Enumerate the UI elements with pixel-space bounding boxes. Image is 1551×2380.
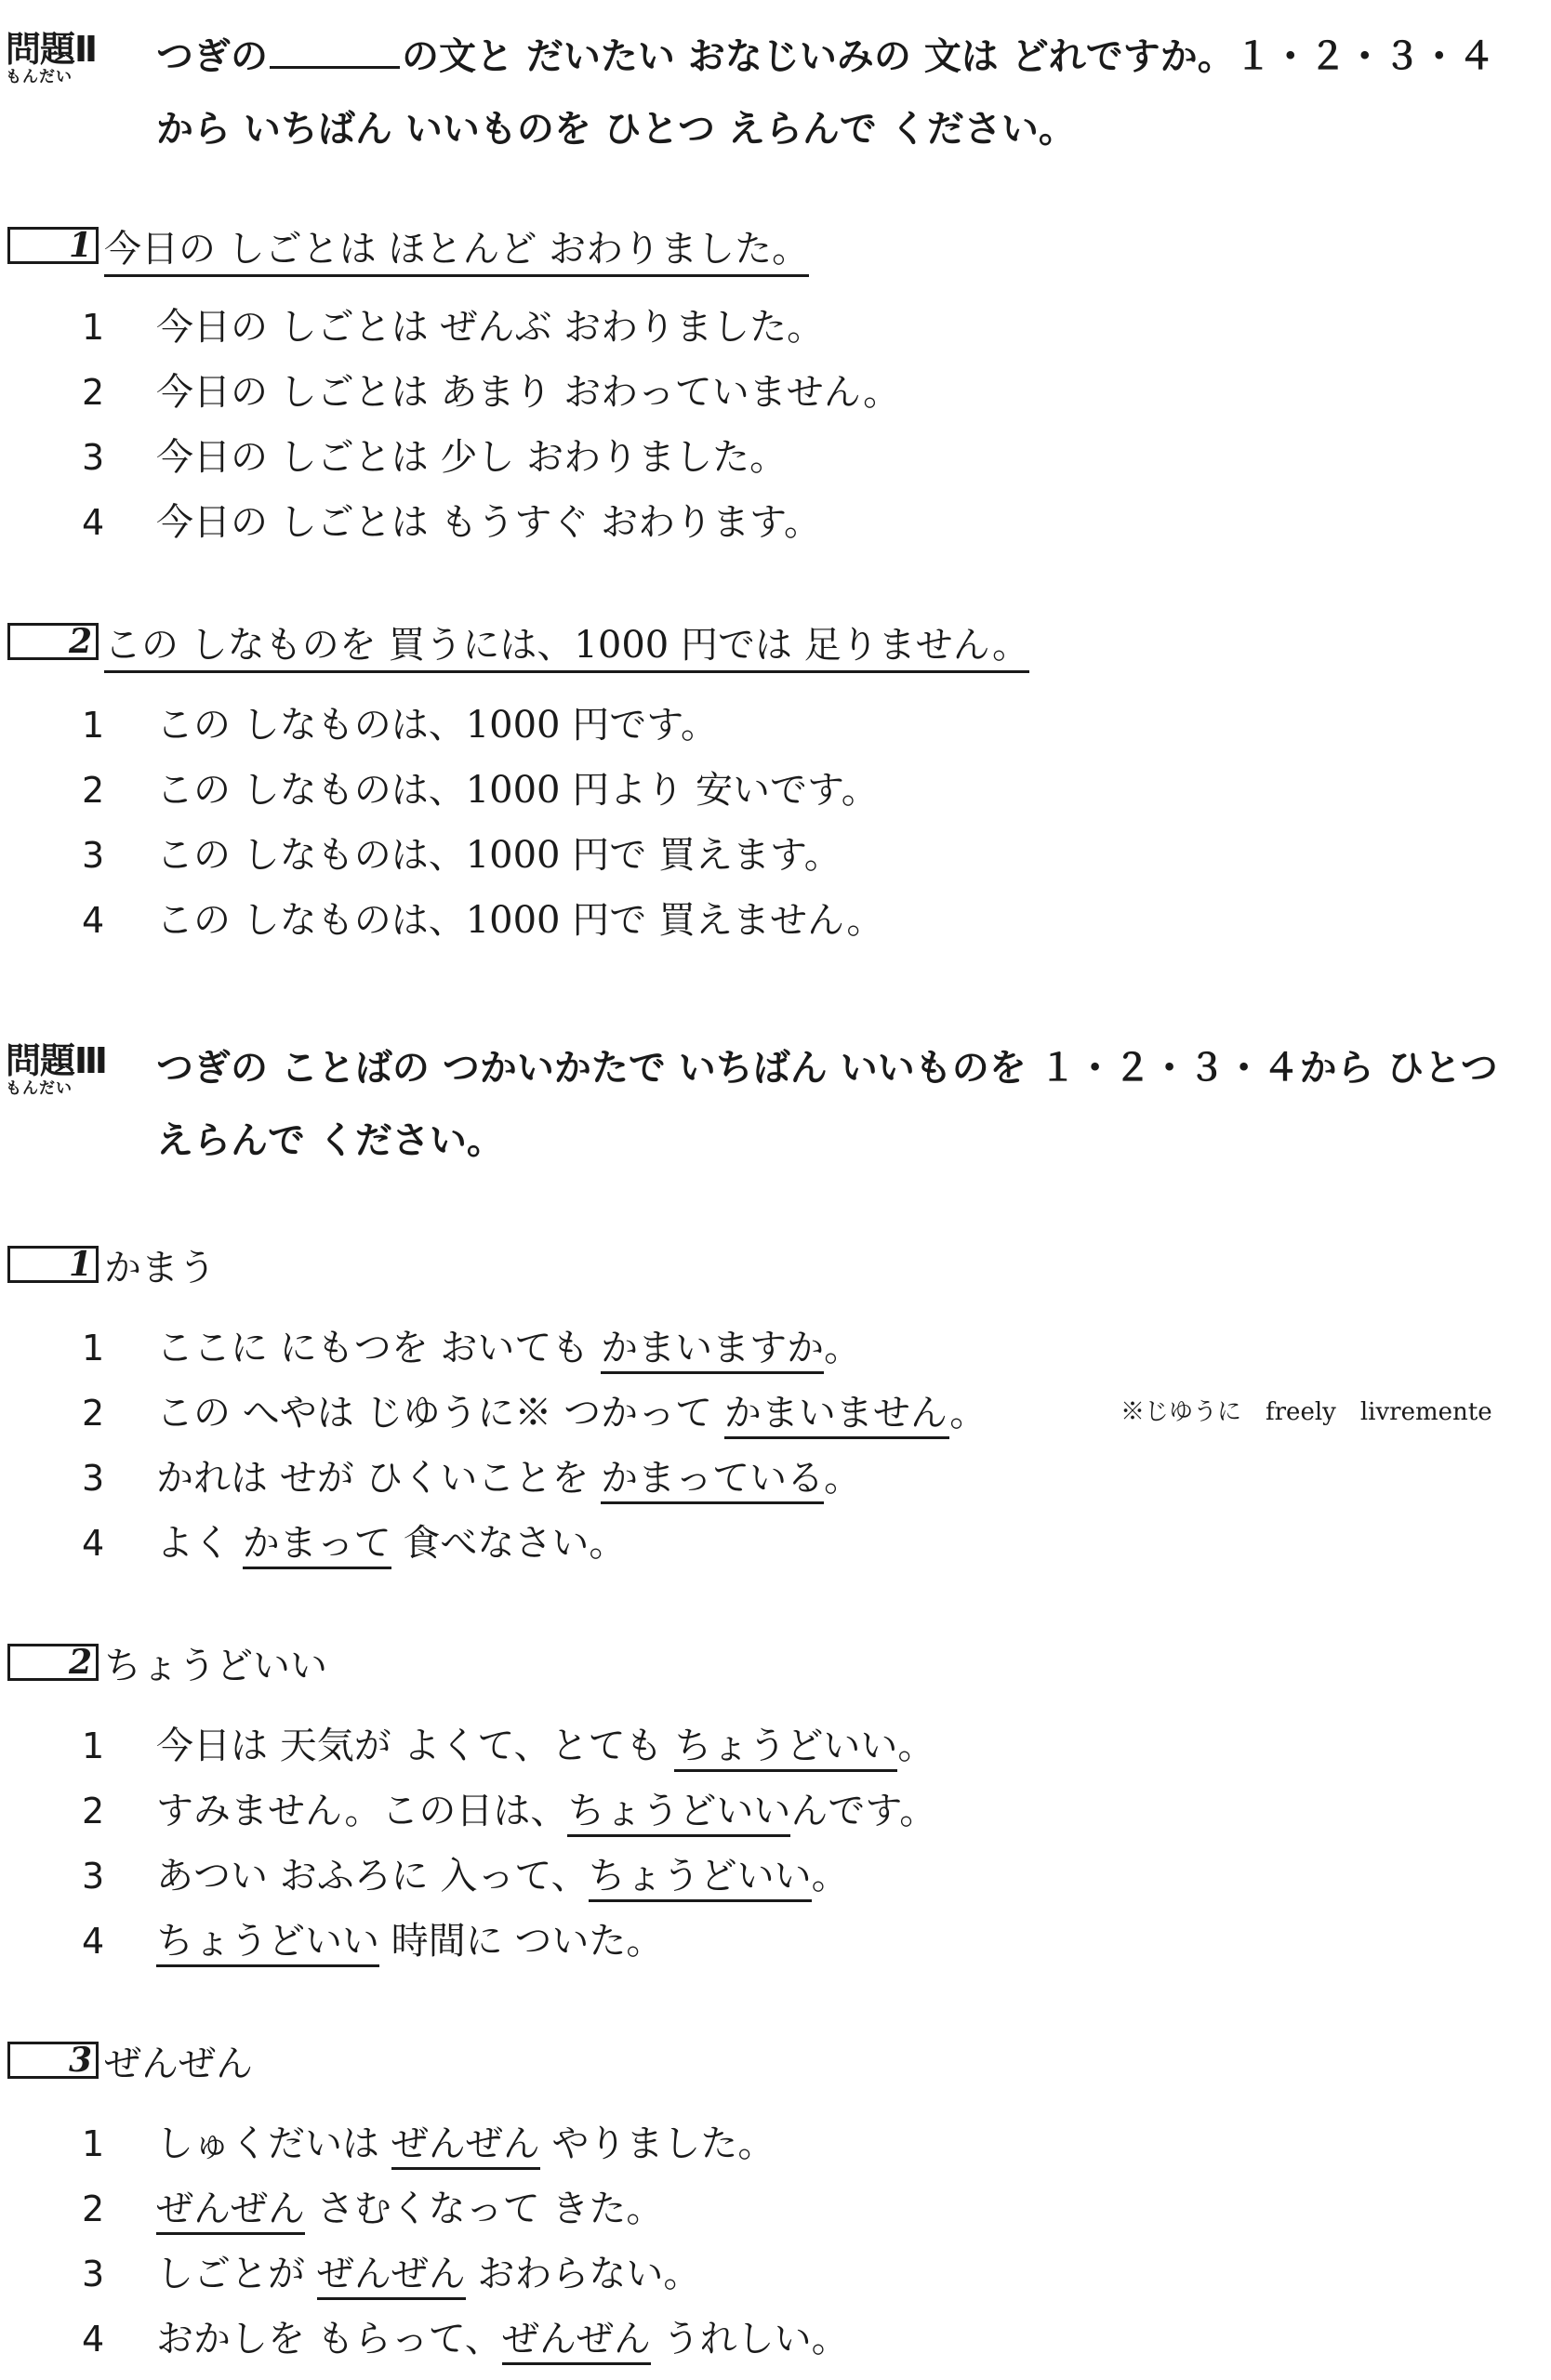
answer-option[interactable]: 1 今日は 天気が よくて、とても ちょうどいい。	[82, 1716, 935, 1769]
question-word: かまう	[104, 1247, 216, 1289]
answer-option[interactable]: 2 すみません。この日は、ちょうどいいんです。	[82, 1781, 936, 1834]
blank-line	[270, 38, 400, 69]
answer-option[interactable]: 3 この しなものは、1000 円で 買えます。	[82, 834, 842, 877]
answer-option[interactable]: 3 しごとが ぜんぜん おわらない。	[82, 2244, 700, 2297]
answer-option[interactable]: 2 この しなものは、1000 円より 安いです。	[82, 769, 879, 812]
question-word: ぜんぜん	[104, 2043, 253, 2085]
question-number-box: 2	[7, 623, 99, 660]
answer-option[interactable]: 4 今日の しごとは もうすぐ おわります。	[82, 501, 821, 544]
question-number-box: 1	[7, 1246, 99, 1283]
answer-option[interactable]: 2 今日の しごとは あまり おわっていません。	[82, 371, 901, 414]
answer-option[interactable]: 1 ここに にもつを おいても かまいますか。	[82, 1318, 861, 1371]
answer-option[interactable]: 1 今日の しごとは ぜんぶ おわりました。	[82, 306, 825, 349]
mondai-3-reading: もんだい	[6, 1079, 73, 1098]
answer-option[interactable]: 4 この しなものは、1000 円で 買えません。	[82, 899, 884, 942]
answer-option[interactable]: 1 しゅくだいは ぜんぜん やりました。	[82, 2114, 775, 2167]
answer-option[interactable]: 4 おかしを もらって、ぜんぜん うれしい。	[82, 2309, 849, 2362]
mondai-3-label: 問題Ⅲ	[6, 1040, 107, 1081]
mondai-2-reading: もんだい	[6, 68, 73, 86]
answer-option[interactable]: 4 よく かまって 食べなさい。	[82, 1514, 626, 1567]
answer-option[interactable]: 4 ちょうどいい 時間に ついた。	[82, 1911, 663, 1964]
answer-option[interactable]: 3 かれは せが ひくいことを かまっている。	[82, 1448, 861, 1501]
question-number-box: 1	[7, 227, 99, 264]
answer-option[interactable]: 2 ぜんぜん さむくなって きた。	[82, 2179, 663, 2232]
question-stem: 今日の しごとは ほとんど おわりました。	[104, 219, 809, 277]
answer-option[interactable]: 1 この しなものは、1000 円です。	[82, 704, 719, 747]
section-2-instructions: つぎの の文と だいたい おなじいみの 文は どれですか。１・２・３・４ から いちばん いいものを ひとつ えらんで ください。	[156, 35, 1495, 151]
vocab-note: ※じゆうに freely livremente	[1120, 1398, 1492, 1426]
question-number-box: 2	[7, 1644, 99, 1681]
question-word: ちょうどいい	[104, 1645, 327, 1687]
question-stem: この しなものを 買うには、1000 円では 足りません。	[104, 615, 1029, 673]
mondai-2-label: 問題Ⅱ	[6, 29, 98, 70]
question-number-box: 3	[7, 2042, 99, 2079]
answer-option[interactable]: 3 あつい おふろに 入って、ちょうどいい。	[82, 1846, 849, 1899]
section-3-instructions: つぎの ことばの つかいかたで いちばん いいものを １・２・３・４から ひとつ えらんで ください。	[156, 1047, 1498, 1162]
answer-option[interactable]: 2 この へやは じゆうに※ つかって かまいません。	[82, 1383, 987, 1436]
answer-option[interactable]: 3 今日の しごとは 少し おわりました。	[82, 436, 788, 479]
